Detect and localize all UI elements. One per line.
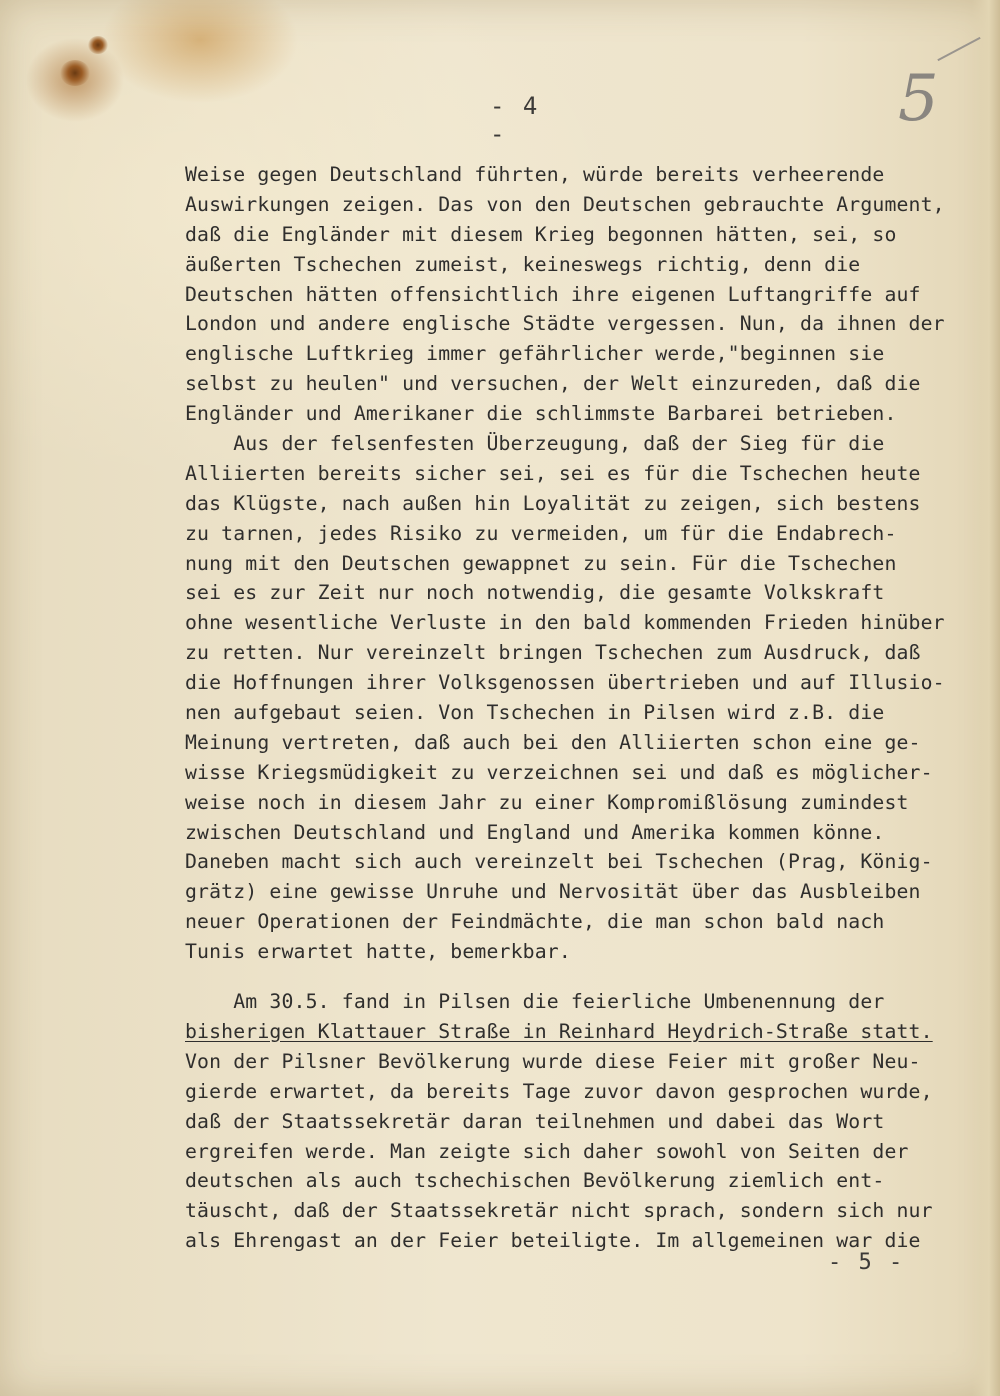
next-page-marker: - 5 -	[828, 1250, 905, 1275]
page-header-number: - 4 -	[490, 92, 540, 148]
text-line: daß die Engländer mit diesem Krieg begonnen hätten, sei, so	[185, 222, 897, 246]
text-line: zwischen Deutschland und England und Amerika kommen könne.	[185, 820, 885, 844]
text-line: Daneben macht sich auch vereinzelt bei Tschechen (Prag, König-	[185, 850, 933, 874]
text-line: Am 30.5. fand in Pilsen die feierliche Umbenennung der	[185, 990, 885, 1014]
text-line: Auswirkungen zeigen. Das von den Deutschen gebrauchte Argument,	[185, 192, 945, 216]
text-line: Alliierten bereits sicher sei, sei es für die Tschechen heute	[185, 461, 921, 485]
text-line: als Ehrengast an der Feier beteiligte. Im allgemeinen war die	[185, 1229, 921, 1253]
text-line: Engländer und Amerikaner die schlimmste Barbarei betrieben.	[185, 402, 897, 426]
text-line: wisse Kriegsmüdigkeit zu verzeichnen sei und daß es möglicher-	[185, 760, 933, 784]
text-line: nen aufgebaut seien. Von Tschechen in Pilsen wird z.B. die	[185, 701, 885, 725]
text-line: das Klügste, nach außen hin Loyalität zu zeigen, sich bestens	[185, 491, 921, 515]
text-line: Meinung vertreten, daß auch bei den Alliierten schon eine ge-	[185, 730, 921, 754]
text-line: äußerten Tschechen zumeist, keineswegs richtig, denn die	[185, 252, 861, 276]
text-line: englische Luftkrieg immer gefährlicher werde,"beginnen sie	[185, 342, 885, 366]
text-line: weise noch in diesem Jahr zu einer Kompromißlösung zumindest	[185, 790, 909, 814]
text-line: neuer Operationen der Feindmächte, die man schon bald nach	[185, 910, 885, 934]
text-line: täuscht, daß der Staatssekretär nicht sprach, sondern sich nur	[185, 1199, 933, 1223]
text-line: zu tarnen, jedes Risiko zu vermeiden, um für die Endabrech-	[185, 521, 897, 545]
text-line: zu retten. Nur vereinzelt bringen Tschechen zum Ausdruck, daß	[185, 641, 921, 665]
text-line: Von der Pilsner Bevölkerung wurde diese Feier mit großer Neu-	[185, 1049, 921, 1073]
text-line: nung mit den Deutschen gewappnet zu sein. Für die Tschechen	[185, 551, 897, 575]
text-line: Aus der felsenfesten Überzeugung, daß der Sieg für die	[185, 432, 885, 456]
burn-mark	[88, 36, 108, 54]
text-line: sei es zur Zeit nur noch notwendig, die gesamte Volkskraft	[185, 581, 885, 605]
burn-mark	[60, 60, 90, 86]
text-line: die Hoffnungen ihrer Volksgenossen übertrieben und auf Illusio-	[185, 671, 945, 695]
text-line: ohne wesentliche Verluste in den bald kommenden Frieden hinüber	[185, 611, 945, 635]
paragraph-gap	[185, 967, 945, 987]
text-line: selbst zu heulen" und versuchen, der Welt einzureden, daß die	[185, 372, 921, 396]
text-line: gierde erwartet, da bereits Tage zuvor davon gesprochen wurde,	[185, 1079, 933, 1103]
text-line: grätz) eine gewisse Unruhe und Nervosität über das Ausbleiben	[185, 880, 921, 904]
body-text	[185, 160, 945, 1256]
text-line: daß der Staatssekretär daran teilnehmen und dabei das Wort	[185, 1109, 885, 1133]
text-line: Weise gegen Deutschland führten, würde bereits verheerende	[185, 163, 885, 186]
text-line: Tunis erwartet hatte, bemerkbar.	[185, 940, 571, 964]
paper-edge	[972, 0, 1000, 1396]
text-line: Deutschen hätten offensichtlich ihre eigenen Luftangriffe auf	[185, 282, 921, 306]
handwritten-page-mark: 5	[898, 62, 939, 136]
text-line: ergreifen werde. Man zeigte sich daher sowohl von Seiten der	[185, 1139, 909, 1163]
text-line: London und andere englische Städte vergessen. Nun, da ihnen der	[185, 312, 945, 336]
text-line: deutschen als auch tschechischen Bevölkerung ziemlich ent-	[185, 1169, 885, 1193]
text-line-underlined: bisherigen Klattauer Straße in Reinhard Heydrich-Straße statt.	[185, 1019, 933, 1043]
